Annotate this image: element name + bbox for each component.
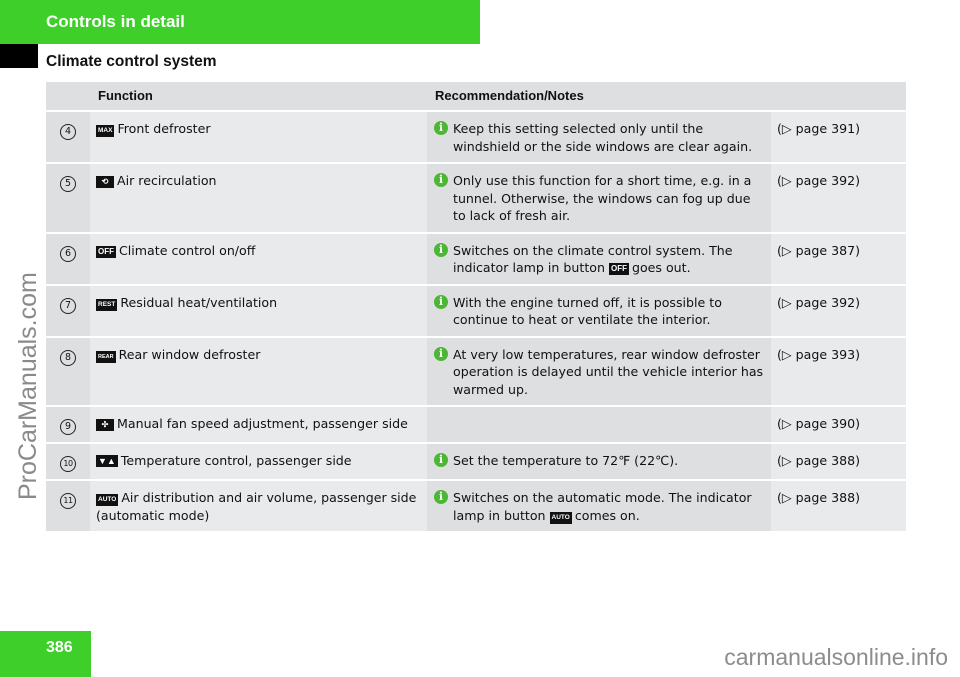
auto-button-icon: AUTO (96, 494, 118, 506)
table-row (46, 285, 906, 337)
page-reference[interactable]: page 392) (795, 173, 861, 188)
header-page (771, 82, 906, 111)
page-reference[interactable]: page 392) (795, 294, 861, 310)
header-function: Function (90, 82, 427, 111)
page-ref-prefix: (▷ (777, 453, 792, 468)
controls-table (46, 82, 906, 533)
note-text: At very low temperatures, rear window defroster operation is delayed until the vehicle interior has warmed up. (453, 346, 764, 397)
item-number: 7 (60, 298, 76, 314)
page-ref-prefix: (▷ (777, 346, 792, 362)
function-label: Manual fan speed adjustment, passenger side (117, 416, 408, 431)
page-reference[interactable]: page 387) (795, 242, 861, 258)
function-label: Residual heat/ventilation (120, 294, 278, 310)
rear-defroster-icon: REAR (96, 351, 116, 363)
side-watermark: ProCarManuals.com (14, 272, 42, 500)
info-icon: i (434, 121, 448, 135)
chapter-title: Controls in detail (46, 12, 185, 31)
table-row (46, 480, 906, 532)
note-text: With the engine turned off, it is possible to continue to heat or ventilate the interior. (453, 294, 722, 327)
footer-watermark: carmanualsonline.info (724, 644, 948, 670)
recirculation-icon: ⟲ (96, 176, 114, 188)
temperature-rocker-icon: ▼▲ (98, 456, 116, 466)
page-reference[interactable]: page 388) (795, 490, 861, 505)
page-ref-prefix: (▷ (777, 490, 792, 505)
table-row (46, 443, 906, 480)
page-ref-prefix: (▷ (777, 121, 792, 136)
item-number: 10 (60, 456, 76, 472)
section-title: Climate control system (46, 53, 217, 70)
page-reference[interactable]: page 391) (795, 121, 861, 136)
page-ref-prefix: (▷ (777, 416, 792, 431)
page-reference[interactable]: page 388) (795, 453, 861, 468)
function-label: Temperature control, passenger side (120, 453, 352, 468)
table-row (46, 406, 906, 443)
item-number: 11 (60, 493, 76, 509)
page-number: 386 (46, 639, 73, 656)
note-text-end: comes on. (574, 507, 640, 523)
auto-button-icon: AUTO (550, 512, 572, 524)
note-text: Only use this function for a short time, e.g. in a tunnel. Otherwise, the windows can fog up due to lack of fresh air. (453, 173, 752, 223)
fan-icon: ✣ (96, 419, 114, 431)
table-row (46, 163, 906, 233)
rest-button-icon: REST (96, 299, 117, 311)
info-icon: i (434, 243, 448, 257)
function-label: Air distribution and air volume, passenger side (automatic mode) (96, 490, 417, 523)
header-notes: Recommendation/Notes (427, 82, 771, 111)
table-row (46, 233, 906, 285)
note-text: Switches on the automatic mode. The indicator lamp in button (453, 490, 752, 523)
defroster-max-icon: MAX (96, 125, 114, 137)
item-number: 8 (60, 350, 76, 366)
table-header-row (46, 82, 906, 111)
function-label: Climate control on/off (119, 242, 256, 258)
item-number: 4 (60, 124, 76, 140)
note-text: Set the temperature to 72℉ (22℃). (453, 453, 679, 468)
info-icon: i (434, 490, 448, 504)
table-row (46, 111, 906, 163)
section-marker (0, 44, 38, 68)
off-button-icon: OFF (98, 246, 114, 256)
page-ref-prefix: (▷ (777, 173, 792, 188)
info-icon: i (434, 347, 448, 361)
info-icon: i (434, 173, 448, 187)
off-button-icon: OFF (610, 264, 627, 273)
item-number: 9 (60, 419, 76, 435)
note-text: Keep this setting selected only until the windshield or the side windows are clear again. (453, 121, 753, 154)
header-num (46, 82, 90, 111)
page-ref-prefix: (▷ (777, 294, 792, 310)
info-icon: i (434, 453, 448, 467)
item-number: 5 (60, 176, 76, 192)
page-ref-prefix: (▷ (777, 242, 792, 258)
function-label: Rear window defroster (118, 346, 261, 362)
page-reference[interactable]: page 393) (795, 346, 861, 362)
note-text-end: goes out. (631, 260, 691, 275)
function-label: Air recirculation (117, 173, 217, 188)
page-reference[interactable]: page 390) (795, 416, 861, 431)
info-icon: i (434, 295, 448, 309)
note-text: Switches on the climate control system. The indicator lamp in button (453, 242, 733, 275)
table-row (46, 337, 906, 407)
item-number: 6 (60, 246, 76, 262)
function-label: Front defroster (117, 121, 211, 136)
